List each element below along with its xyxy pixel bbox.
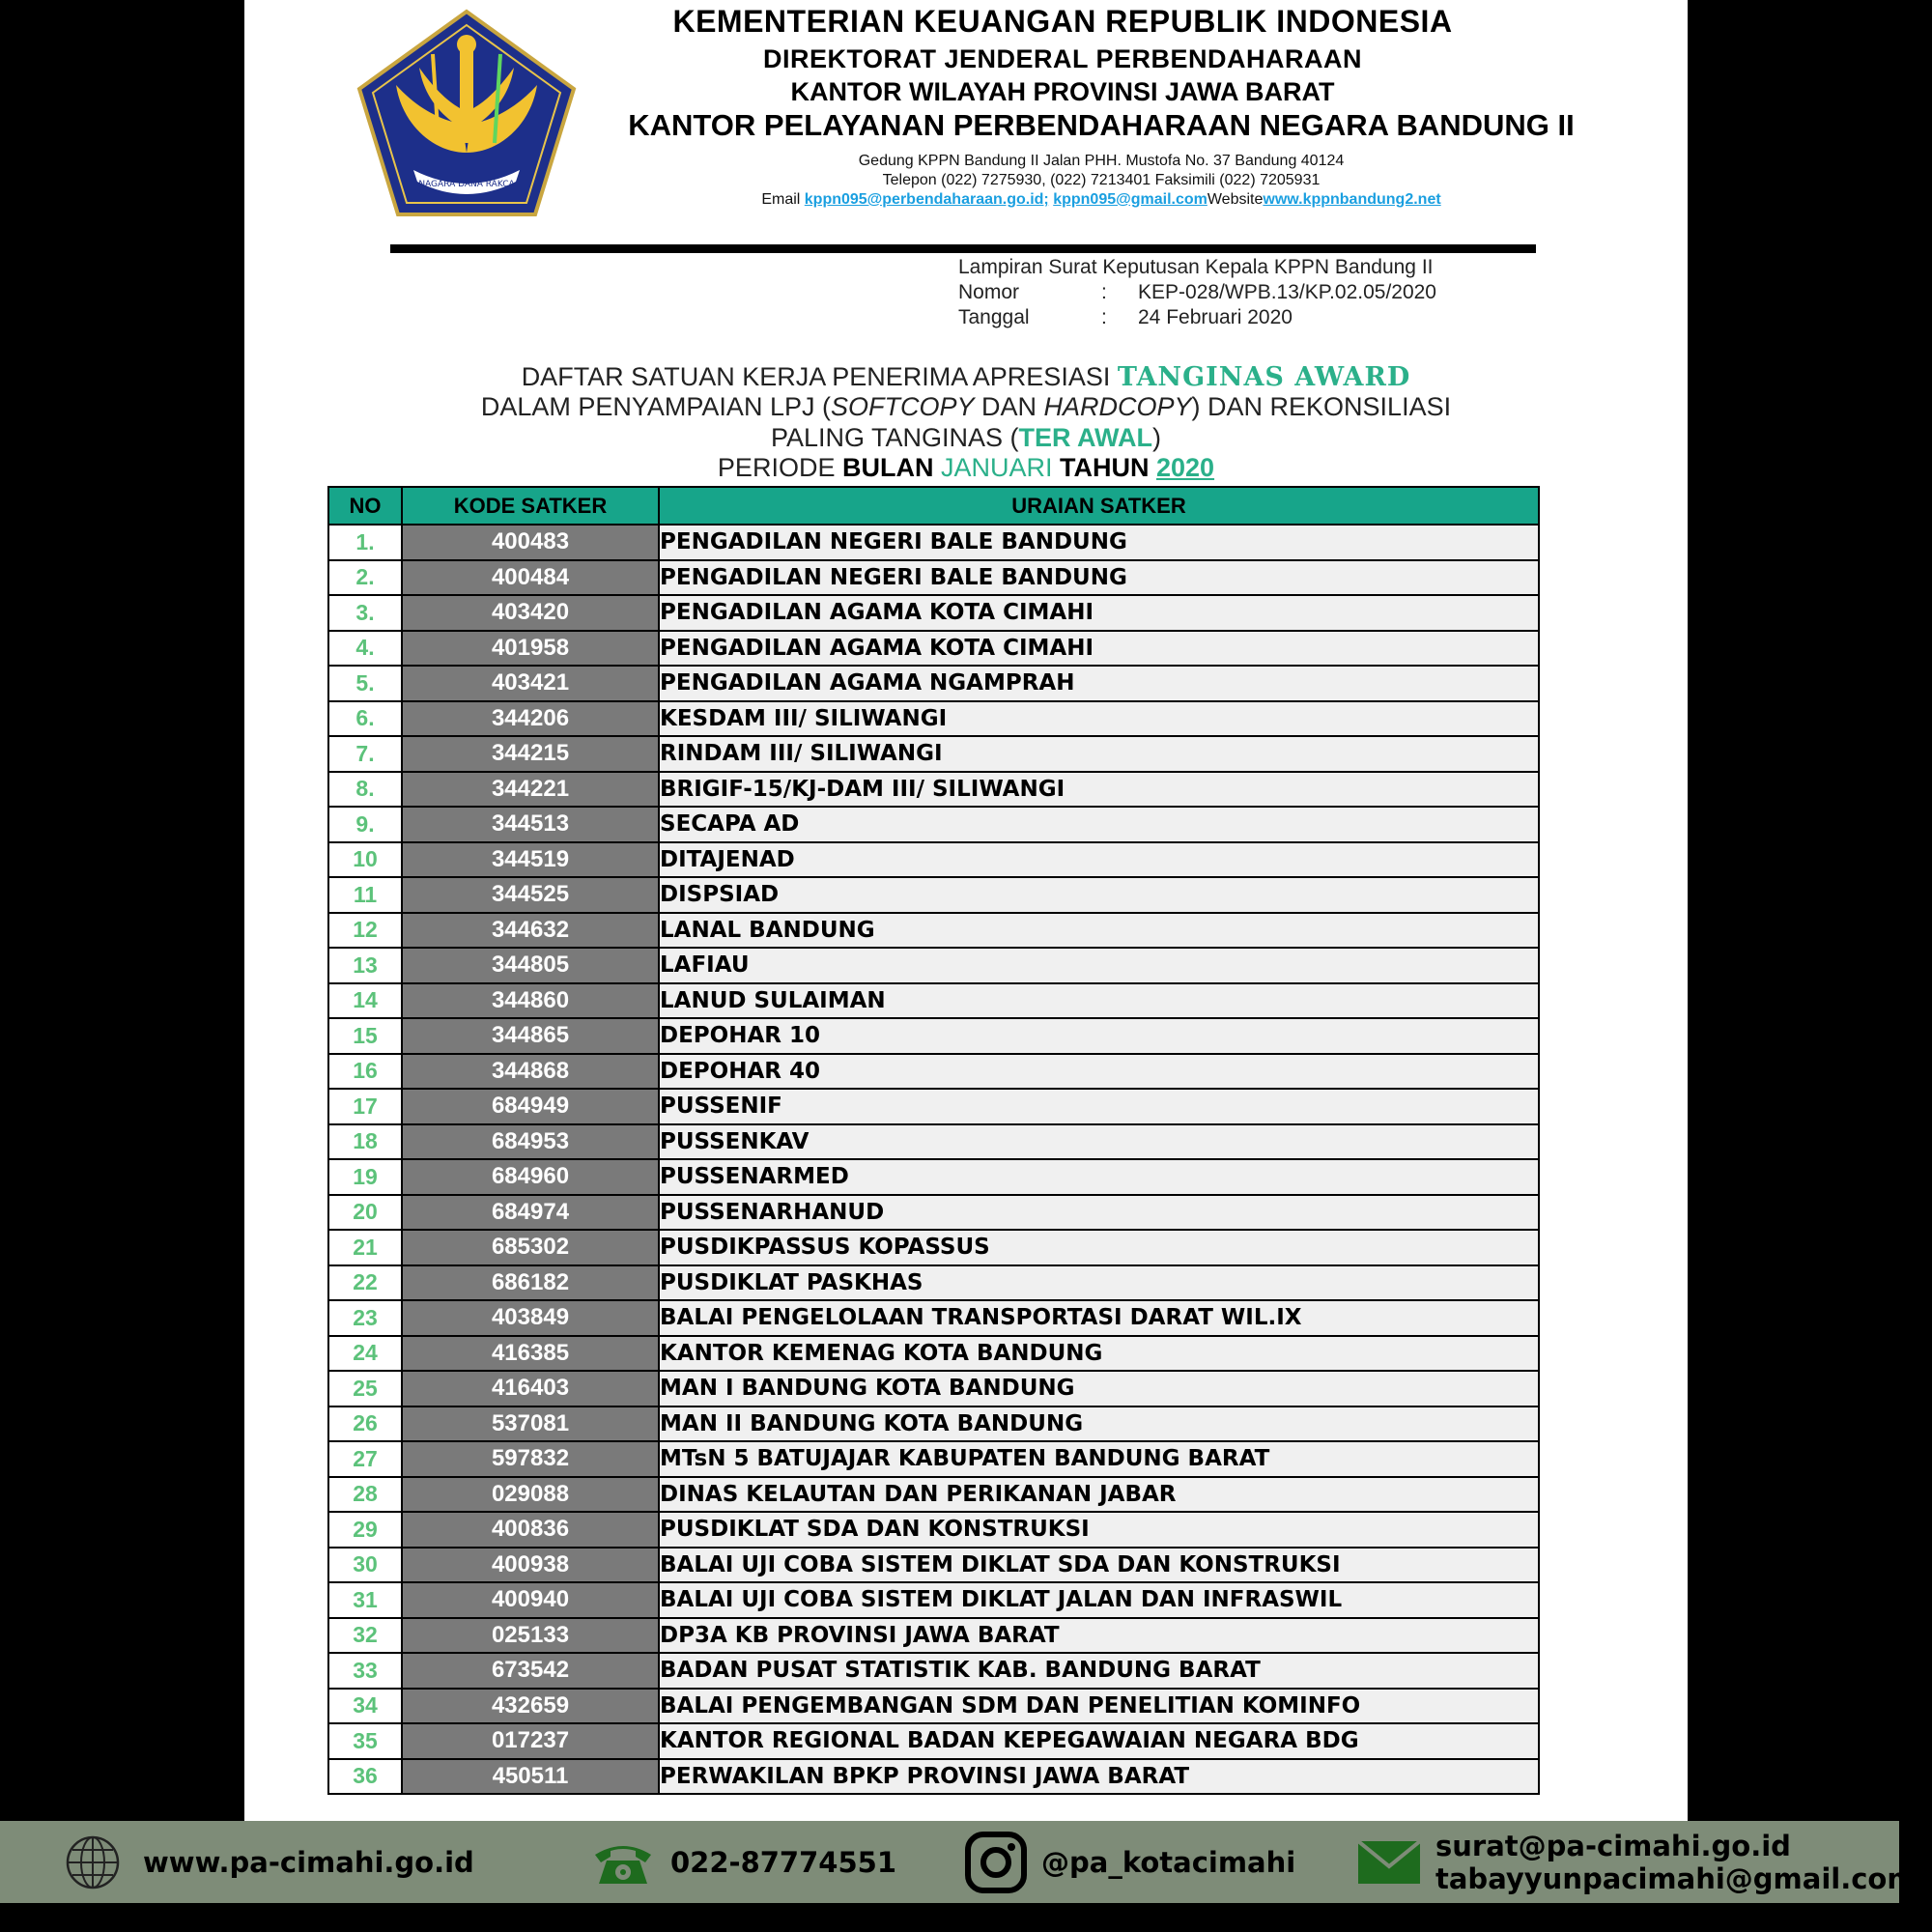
kode-satker-cell: 025133 xyxy=(402,1618,659,1654)
website-label: Website xyxy=(1207,191,1264,208)
instagram-icon xyxy=(964,1831,1028,1894)
satker-table xyxy=(327,486,1540,1795)
table-row xyxy=(328,1124,1539,1160)
header-kode-satker: KODE SATKER xyxy=(402,487,659,525)
uraian-satker-cell: LAFIAU xyxy=(659,948,1539,983)
table-row xyxy=(328,1018,1539,1054)
kode-satker-cell: 403849 xyxy=(402,1300,659,1336)
table-row xyxy=(328,807,1539,842)
month-value: JANUARI xyxy=(933,453,1053,482)
uraian-satker-cell: PUSSENIF xyxy=(659,1089,1539,1124)
uraian-satker-cell: PENGADILAN NEGERI BALE BANDUNG xyxy=(659,525,1539,560)
kode-satker-cell: 344513 xyxy=(402,807,659,842)
uraian-satker-cell: PERWAKILAN BPKP PROVINSI JAWA BARAT xyxy=(659,1759,1539,1795)
table-row xyxy=(328,1300,1539,1336)
uraian-satker-cell: DISPSIAD xyxy=(659,877,1539,913)
attachment-title: Lampiran Surat Keputusan Kepala KPPN Bandung II xyxy=(958,256,1434,278)
footer-email-list xyxy=(1435,1830,1917,1895)
uraian-satker-cell: LANAL BANDUNG xyxy=(659,913,1539,949)
table-row xyxy=(328,948,1539,983)
row-number: 31 xyxy=(328,1582,402,1618)
uraian-satker-cell: BALAI PENGEMBANGAN SDM DAN PENELITIAN KOMINFO xyxy=(659,1689,1539,1724)
uraian-satker-cell: LANUD SULAIMAN xyxy=(659,983,1539,1019)
row-number: 3. xyxy=(328,595,402,631)
bulan-label: BULAN xyxy=(841,453,934,482)
table-row xyxy=(328,701,1539,737)
header-uraian-satker: URAIAN SATKER xyxy=(659,487,1539,525)
row-number: 20 xyxy=(328,1195,402,1231)
table-row xyxy=(328,1265,1539,1301)
letterhead-phone: Telepon (022) 7275930, (022) 7213401 Faksimili (022) 7205931 xyxy=(882,172,1321,188)
table-row xyxy=(328,1089,1539,1124)
row-number: 36 xyxy=(328,1759,402,1795)
uraian-satker-cell: PENGADILAN AGAMA KOTA CIMAHI xyxy=(659,631,1539,667)
footer-email-2[interactable]: tabayyunpacimahi@gmail.com xyxy=(1435,1861,1917,1895)
row-number: 1. xyxy=(328,525,402,560)
uraian-satker-cell: BALAI UJI COBA SISTEM DIKLAT JALAN DAN INFRASWIL xyxy=(659,1582,1539,1618)
row-number: 19 xyxy=(328,1159,402,1195)
telephone-icon xyxy=(591,1837,655,1888)
uraian-satker-cell: MAN II BANDUNG KOTA BANDUNG xyxy=(659,1406,1539,1442)
uraian-satker-cell: DEPOHAR 40 xyxy=(659,1054,1539,1090)
kode-satker-cell: 673542 xyxy=(402,1653,659,1689)
kode-satker-cell: 684960 xyxy=(402,1159,659,1195)
attachment-tanggal xyxy=(958,306,1293,329)
attachment-nomor xyxy=(958,281,1436,304)
letterhead-rule xyxy=(390,244,1536,253)
row-number: 5. xyxy=(328,666,402,701)
row-number: 26 xyxy=(328,1406,402,1442)
letterhead-directorate: DIREKTORAT JENDERAL PERBENDAHARAAN xyxy=(762,44,1363,73)
uraian-satker-cell: KESDAM III/ SILIWANGI xyxy=(659,701,1539,737)
table-row xyxy=(328,1477,1539,1513)
table-row xyxy=(328,1159,1539,1195)
row-number: 7. xyxy=(328,736,402,772)
letterhead-address: Gedung KPPN Bandung II Jalan PHH. Mustofa No. 37 Bandung 40124 xyxy=(858,153,1345,169)
uraian-satker-cell: PUSDIKLAT SDA DAN KONSTRUKSI xyxy=(659,1512,1539,1548)
footer-email-1[interactable]: surat@pa-cimahi.go.id xyxy=(1435,1829,1791,1862)
row-number: 24 xyxy=(328,1336,402,1372)
table-row xyxy=(328,1759,1539,1795)
uraian-satker-cell: BALAI UJI COBA SISTEM DIKLAT SDA DAN KONSTRUKSI xyxy=(659,1548,1539,1583)
nomor-label: Nomor xyxy=(958,281,1020,303)
kode-satker-cell: 344632 xyxy=(402,913,659,949)
envelope-icon xyxy=(1356,1837,1422,1888)
title-text: ) xyxy=(1152,423,1162,452)
row-number: 6. xyxy=(328,701,402,737)
kode-satker-cell: 403420 xyxy=(402,595,659,631)
table-row xyxy=(328,595,1539,631)
tanggal-colon: : xyxy=(1101,306,1107,328)
footer-phone-text[interactable]: 022-87774551 xyxy=(670,1845,896,1879)
row-number: 11 xyxy=(328,877,402,913)
table-row xyxy=(328,1406,1539,1442)
row-number: 28 xyxy=(328,1477,402,1513)
kode-satker-cell: 400484 xyxy=(402,560,659,596)
kode-satker-cell: 344868 xyxy=(402,1054,659,1090)
kode-satker-cell: 400836 xyxy=(402,1512,659,1548)
table-row xyxy=(328,560,1539,596)
title-text: DAFTAR SATUAN KERJA PENERIMA APRESIASI xyxy=(521,362,1118,391)
header-no: NO xyxy=(328,487,402,525)
email-link-2[interactable]: kppn095@gmail.com xyxy=(1053,191,1208,208)
tanggal-value: 24 Februari 2020 xyxy=(1138,306,1293,328)
uraian-satker-cell: PENGADILAN AGAMA KOTA CIMAHI xyxy=(659,595,1539,631)
footer-instagram-text[interactable]: @pa_kotacimahi xyxy=(1041,1845,1296,1879)
title-text: PALING TANGINAS ( xyxy=(770,423,1019,452)
uraian-satker-cell: KANTOR KEMENAG KOTA BANDUNG xyxy=(659,1336,1539,1372)
kode-satker-cell: 686182 xyxy=(402,1265,659,1301)
row-number: 29 xyxy=(328,1512,402,1548)
row-number: 17 xyxy=(328,1089,402,1124)
kode-satker-cell: 344525 xyxy=(402,877,659,913)
table-row xyxy=(328,877,1539,913)
uraian-satker-cell: MAN I BANDUNG KOTA BANDUNG xyxy=(659,1371,1539,1406)
footer-phone xyxy=(591,1821,896,1903)
title-text: PERIODE xyxy=(717,453,842,482)
table-row xyxy=(328,1512,1539,1548)
title-text: DAN xyxy=(974,392,1044,421)
footer-website-text[interactable]: www.pa-cimahi.go.id xyxy=(143,1845,474,1879)
uraian-satker-cell: BADAN PUSAT STATISTIK KAB. BANDUNG BARAT xyxy=(659,1653,1539,1689)
uraian-satker-cell: RINDAM III/ SILIWANGI xyxy=(659,736,1539,772)
uraian-satker-cell: DITAJENAD xyxy=(659,842,1539,878)
tahun-label: TAHUN xyxy=(1052,453,1150,482)
table-row xyxy=(328,1582,1539,1618)
table-row xyxy=(328,1336,1539,1372)
kode-satker-cell: 344860 xyxy=(402,983,659,1019)
table-row xyxy=(328,842,1539,878)
row-number: 13 xyxy=(328,948,402,983)
title-line-1 xyxy=(290,362,1642,392)
globe-icon xyxy=(64,1833,122,1891)
email-label: Email xyxy=(761,191,805,208)
row-number: 30 xyxy=(328,1548,402,1583)
kode-satker-cell: 401958 xyxy=(402,631,659,667)
table-row xyxy=(328,1723,1539,1759)
kode-satker-cell: 403421 xyxy=(402,666,659,701)
row-number: 34 xyxy=(328,1689,402,1724)
table-row xyxy=(328,913,1539,949)
kode-satker-cell: 400940 xyxy=(402,1582,659,1618)
kode-satker-cell: 450511 xyxy=(402,1759,659,1795)
uraian-satker-cell: PUSDIKLAT PASKHAS xyxy=(659,1265,1539,1301)
ter-awal-text: TER AWAL xyxy=(1018,423,1153,452)
table-row xyxy=(328,1618,1539,1654)
email-link-1[interactable]: kppn095@perbendaharaan.go.id; xyxy=(804,191,1049,208)
table-row xyxy=(328,772,1539,808)
uraian-satker-cell: KANTOR REGIONAL BADAN KEPEGAWAIAN NEGARA BDG xyxy=(659,1723,1539,1759)
letterhead-ministry: KEMENTERIAN KEUANGAN REPUBLIK INDONESIA xyxy=(672,4,1453,39)
table-row xyxy=(328,666,1539,701)
kode-satker-cell: 684953 xyxy=(402,1124,659,1160)
letterhead-office-name: KANTOR PELAYANAN PERBENDAHARAAN NEGARA BANDUNG II xyxy=(628,108,1575,142)
row-number: 35 xyxy=(328,1723,402,1759)
table-row xyxy=(328,983,1539,1019)
row-number: 18 xyxy=(328,1124,402,1160)
kode-satker-cell: 400938 xyxy=(402,1548,659,1583)
uraian-satker-cell: BALAI PENGELOLAAN TRANSPORTASI DARAT WIL.IX xyxy=(659,1300,1539,1336)
award-name: TANGINAS AWARD xyxy=(1117,362,1411,392)
table-row xyxy=(328,631,1539,667)
uraian-satker-cell: MTsN 5 BATUJAJAR KABUPATEN BANDUNG BARAT xyxy=(659,1441,1539,1477)
uraian-satker-cell: DEPOHAR 10 xyxy=(659,1018,1539,1054)
uraian-satker-cell: PUSSENARMED xyxy=(659,1159,1539,1195)
row-number: 4. xyxy=(328,631,402,667)
kode-satker-cell: 017237 xyxy=(402,1723,659,1759)
year-value: 2020 xyxy=(1155,453,1215,482)
uraian-satker-cell: BRIGIF-15/KJ-DAM III/ SILIWANGI xyxy=(659,772,1539,808)
kode-satker-cell: 344215 xyxy=(402,736,659,772)
kode-satker-cell: 597832 xyxy=(402,1441,659,1477)
nomor-colon: : xyxy=(1101,281,1107,303)
table-row xyxy=(328,1548,1539,1583)
kode-satker-cell: 684949 xyxy=(402,1089,659,1124)
table-row xyxy=(328,1230,1539,1265)
uraian-satker-cell: PUSSENARHANUD xyxy=(659,1195,1539,1231)
table-row xyxy=(328,736,1539,772)
nomor-value: KEP-028/WPB.13/KP.02.05/2020 xyxy=(1138,281,1436,303)
tanggal-label: Tanggal xyxy=(958,306,1030,328)
row-number: 33 xyxy=(328,1653,402,1689)
row-number: 14 xyxy=(328,983,402,1019)
kode-satker-cell: 537081 xyxy=(402,1406,659,1442)
table-row xyxy=(328,1441,1539,1477)
table-header-row xyxy=(328,487,1539,525)
row-number: 10 xyxy=(328,842,402,878)
kode-satker-cell: 344221 xyxy=(402,772,659,808)
kode-satker-cell: 344805 xyxy=(402,948,659,983)
hardcopy-text: HARDCOPY xyxy=(1043,392,1192,421)
letterhead-contacts xyxy=(589,191,1613,209)
title-line-3 xyxy=(290,423,1642,453)
title-text: DALAM PENYAMPAIAN LPJ ( xyxy=(480,392,831,421)
row-number: 12 xyxy=(328,913,402,949)
table-row xyxy=(328,1689,1539,1724)
row-number: 23 xyxy=(328,1300,402,1336)
letterhead-regional-office: KANTOR WILAYAH PROVINSI JAWA BARAT xyxy=(790,77,1335,106)
title-line-2 xyxy=(290,392,1642,422)
row-number: 25 xyxy=(328,1371,402,1406)
title-text: ) DAN REKONSILIASI xyxy=(1191,392,1452,421)
uraian-satker-cell: SECAPA AD xyxy=(659,807,1539,842)
footer-email xyxy=(1356,1821,1917,1903)
kode-satker-cell: 344519 xyxy=(402,842,659,878)
row-number: 9. xyxy=(328,807,402,842)
footer-instagram xyxy=(964,1821,1295,1903)
kode-satker-cell: 416385 xyxy=(402,1336,659,1372)
website-link[interactable]: www.kppnbandung2.net xyxy=(1263,191,1441,208)
uraian-satker-cell: PENGADILAN AGAMA NGAMPRAH xyxy=(659,666,1539,701)
softcopy-text: SOFTCOPY xyxy=(830,392,975,421)
footer-website xyxy=(64,1821,474,1903)
row-number: 27 xyxy=(328,1441,402,1477)
row-number: 16 xyxy=(328,1054,402,1090)
row-number: 8. xyxy=(328,772,402,808)
title-period xyxy=(290,453,1642,483)
table-row xyxy=(328,525,1539,560)
row-number: 32 xyxy=(328,1618,402,1654)
table-row xyxy=(328,1653,1539,1689)
table-row xyxy=(328,1371,1539,1406)
kode-satker-cell: 344206 xyxy=(402,701,659,737)
kode-satker-cell: 685302 xyxy=(402,1230,659,1265)
uraian-satker-cell: DP3A KB PROVINSI JAWA BARAT xyxy=(659,1618,1539,1654)
row-number: 15 xyxy=(328,1018,402,1054)
table-row xyxy=(328,1195,1539,1231)
kode-satker-cell: 400483 xyxy=(402,525,659,560)
contact-footer xyxy=(0,1821,1917,1903)
kode-satker-cell: 344865 xyxy=(402,1018,659,1054)
row-number: 22 xyxy=(328,1265,402,1301)
svg-text:NAGARA DANA RAKCA: NAGARA DANA RAKCA xyxy=(418,180,515,189)
kode-satker-cell: 432659 xyxy=(402,1689,659,1724)
uraian-satker-cell: DINAS KELAUTAN DAN PERIKANAN JABAR xyxy=(659,1477,1539,1513)
table-row xyxy=(328,1054,1539,1090)
uraian-satker-cell: PUSDIKPASSUS KOPASSUS xyxy=(659,1230,1539,1265)
kode-satker-cell: 684974 xyxy=(402,1195,659,1231)
uraian-satker-cell: PUSSENKAV xyxy=(659,1124,1539,1160)
row-number: 21 xyxy=(328,1230,402,1265)
kode-satker-cell: 029088 xyxy=(402,1477,659,1513)
uraian-satker-cell: PENGADILAN NEGERI BALE BANDUNG xyxy=(659,560,1539,596)
row-number: 2. xyxy=(328,560,402,596)
kode-satker-cell: 416403 xyxy=(402,1371,659,1406)
